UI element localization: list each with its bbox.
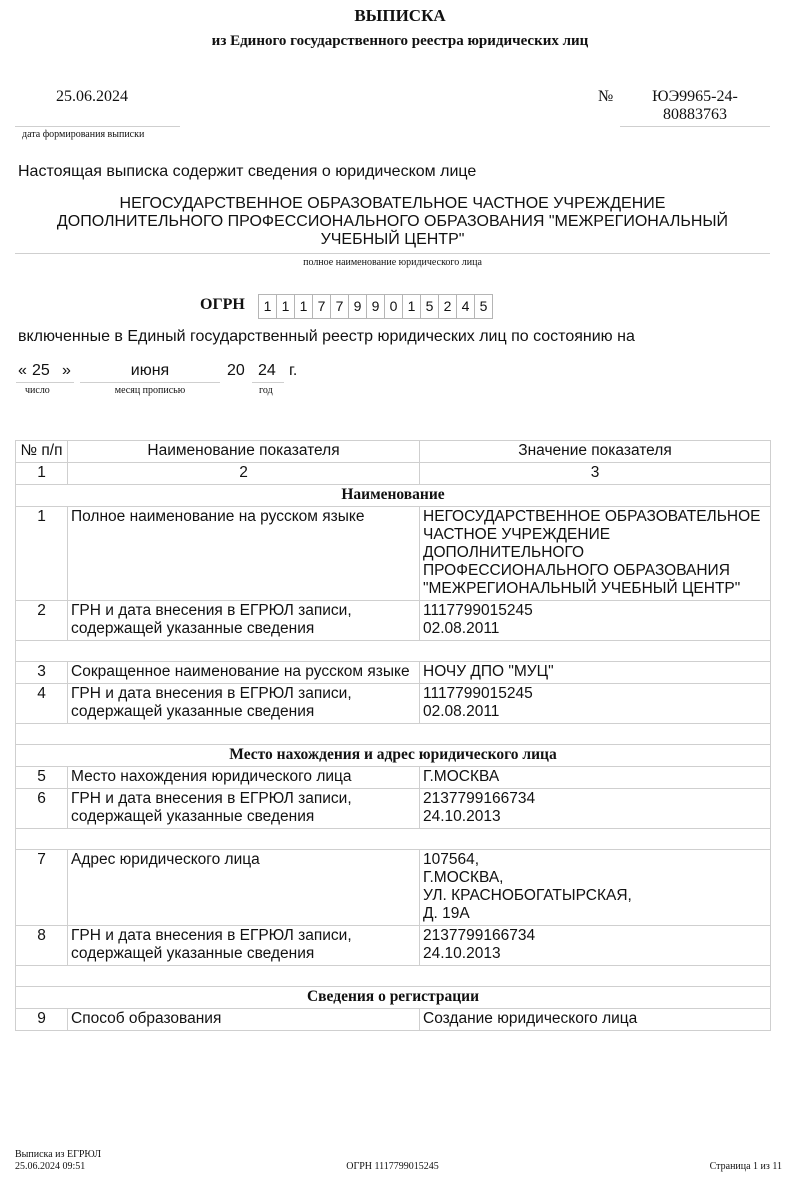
row-value: [420, 601, 771, 641]
row-label: Место нахождения юридического лица: [68, 767, 420, 789]
entity-name-underline: [15, 253, 770, 254]
row-number: 1: [16, 507, 68, 601]
row-number: 4: [16, 684, 68, 724]
extract-number-line1: ЮЭ9965-24-: [652, 88, 738, 105]
grn-date: 02.08.2011: [423, 703, 500, 720]
issue-date: 25.06.2024: [56, 88, 128, 105]
state-date-month: июня: [130, 362, 170, 379]
row-value: НЕГОСУДАРСТВЕННОЕ ОБРАЗОВАТЕЛЬНОЕ ЧАСТНОЕ УЧРЕЖДЕНИЕ ДОПОЛНИТЕЛЬНОГО ПРОФЕССИОНАЛЬНОГО ОБРАЗОВАНИЯ "МЕЖРЕГИОНАЛЬНЫЙ УЧЕБНЫЙ ЦЕНТР": [420, 507, 771, 601]
grn-date: 24.10.2013: [423, 945, 501, 962]
footer-ogrn: ОГРН 1117799015245: [346, 1161, 439, 1172]
row-number: 5: [16, 767, 68, 789]
ogrn-digit: 9: [348, 294, 367, 319]
extract-number-underline: [620, 126, 770, 127]
spacer-row: [16, 966, 771, 987]
year-suffix: г.: [289, 362, 298, 379]
address-line: УЛ. КРАСНОБОГАТЫРСКАЯ,: [423, 887, 632, 904]
grn-value: 2137799166734: [423, 927, 536, 944]
table-row: [16, 507, 771, 601]
intro-text: Настоящая выписка содержит сведения о юридическом лице: [18, 163, 477, 180]
row-value: Г.МОСКВА: [420, 767, 771, 789]
spacer-row: [16, 829, 771, 850]
address-line: Г.МОСКВА,: [423, 869, 504, 886]
table-row: [16, 601, 771, 641]
state-date-century: 20: [227, 362, 245, 379]
document-title: ВЫПИСКА: [354, 6, 446, 25]
row-value: [420, 789, 771, 829]
header-value: Значение показателя: [420, 441, 771, 463]
ogrn-digit-boxes: [258, 294, 492, 319]
footer-doc-name: Выписка из ЕГРЮЛ: [15, 1149, 101, 1160]
ogrn-digit: 9: [366, 294, 385, 319]
row-value: Создание юридического лица: [420, 1009, 771, 1031]
included-text: включенные в Единый государственный реестр юридических лиц по состоянию на: [18, 328, 635, 345]
section-address-heading: Место нахождения и адрес юридического лица: [16, 745, 771, 767]
section-row: [16, 485, 771, 507]
row-label: ГРН и дата внесения в ЕГРЮЛ записи, содержащей указанные сведения: [68, 601, 420, 641]
row-label: Сокращенное наименование на русском языке: [68, 662, 420, 684]
row-label: ГРН и дата внесения в ЕГРЮЛ записи, содержащей указанные сведения: [68, 789, 420, 829]
row-number: 9: [16, 1009, 68, 1031]
ogrn-digit: 1: [294, 294, 313, 319]
row-label: ГРН и дата внесения в ЕГРЮЛ записи, содержащей указанные сведения: [68, 684, 420, 724]
table-row: [16, 1009, 771, 1031]
ogrn-digit: 5: [474, 294, 493, 319]
column-number: 2: [68, 463, 420, 485]
ogrn-digit: 7: [312, 294, 331, 319]
grn-value: 1117799015245: [423, 602, 533, 619]
day-underline: [16, 382, 74, 383]
entity-name-line3: УЧЕБНЫЙ ЦЕНТР": [320, 231, 465, 248]
row-value: НОЧУ ДПО "МУЦ": [420, 662, 771, 684]
ogrn-digit: 4: [456, 294, 475, 319]
address-line: Д. 19А: [423, 905, 470, 922]
table-row: [16, 926, 771, 966]
document-subtitle: из Единого государственного реестра юридических лиц: [211, 33, 589, 49]
row-label: Способ образования: [68, 1009, 420, 1031]
section-row: [16, 987, 771, 1009]
grn-value: 2137799166734: [423, 790, 536, 807]
ogrn-label: ОГРН: [200, 296, 245, 313]
section-row: [16, 745, 771, 767]
month-caption: месяц прописью: [114, 385, 186, 396]
address-line: 107564,: [423, 851, 480, 868]
row-number: 2: [16, 601, 68, 641]
row-label: ГРН и дата внесения в ЕГРЮЛ записи, содержащей указанные сведения: [68, 926, 420, 966]
footer-timestamp: 25.06.2024 09:51: [15, 1161, 86, 1172]
row-value: [420, 684, 771, 724]
month-underline: [80, 382, 220, 383]
entity-name-line2: ДОПОЛНИТЕЛЬНОГО ПРОФЕССИОНАЛЬНОГО ОБРАЗОВАНИЯ "МЕЖРЕГИОНАЛЬНЫЙ: [56, 213, 729, 230]
number-sign: №: [598, 88, 614, 105]
ogrn-digit: 1: [258, 294, 277, 319]
entity-name-caption: полное наименование юридического лица: [303, 257, 482, 268]
year-underline: [252, 382, 284, 383]
row-value: [420, 850, 771, 926]
row-number: 8: [16, 926, 68, 966]
table-row: [16, 789, 771, 829]
row-label: Адрес юридического лица: [68, 850, 420, 926]
year-caption: год: [259, 385, 273, 396]
header-indicator: Наименование показателя: [68, 441, 420, 463]
ogrn-digit: 1: [276, 294, 295, 319]
ogrn-digit: 2: [438, 294, 457, 319]
day-caption: число: [25, 385, 50, 396]
header-number: № п/п: [16, 441, 68, 463]
footer-page-number: Страница 1 из 11: [709, 1161, 782, 1172]
column-number: 3: [420, 463, 771, 485]
row-number: 7: [16, 850, 68, 926]
section-name-heading: Наименование: [16, 485, 771, 507]
table-row: [16, 662, 771, 684]
spacer-cell: [16, 829, 771, 850]
issue-date-underline: [15, 126, 180, 127]
spacer-row: [16, 641, 771, 662]
ogrn-digit: 0: [384, 294, 403, 319]
issue-date-caption: дата формирования выписки: [22, 129, 145, 140]
grn-value: 1117799015245: [423, 685, 533, 702]
state-date-year: 24: [258, 362, 276, 379]
row-value: [420, 926, 771, 966]
registry-table: [15, 440, 771, 1031]
ogrn-digit: 7: [330, 294, 349, 319]
date-open-quote: «: [18, 362, 27, 379]
spacer-cell: [16, 966, 771, 987]
grn-date: 02.08.2011: [423, 620, 500, 637]
extract-number: [630, 88, 760, 124]
row-number: 6: [16, 789, 68, 829]
row-number: 3: [16, 662, 68, 684]
entity-name-line1: НЕГОСУДАРСТВЕННОЕ ОБРАЗОВАТЕЛЬНОЕ ЧАСТНОЕ УЧРЕЖДЕНИЕ: [119, 195, 666, 212]
table-row: [16, 850, 771, 926]
spacer-cell: [16, 724, 771, 745]
extract-number-line2: 80883763: [663, 106, 727, 123]
table-header-row: [16, 441, 771, 463]
entity-full-name: [10, 195, 775, 249]
date-close-quote: »: [62, 362, 71, 379]
column-number: 1: [16, 463, 68, 485]
section-registration-heading: Сведения о регистрации: [16, 987, 771, 1009]
row-label: Полное наименование на русском языке: [68, 507, 420, 601]
spacer-row: [16, 724, 771, 745]
grn-date: 24.10.2013: [423, 808, 501, 825]
state-date-day: 25: [32, 362, 50, 379]
spacer-cell: [16, 641, 771, 662]
table-row: [16, 767, 771, 789]
column-numbers-row: [16, 463, 771, 485]
table-row: [16, 684, 771, 724]
ogrn-digit: 5: [420, 294, 439, 319]
ogrn-digit: 1: [402, 294, 421, 319]
